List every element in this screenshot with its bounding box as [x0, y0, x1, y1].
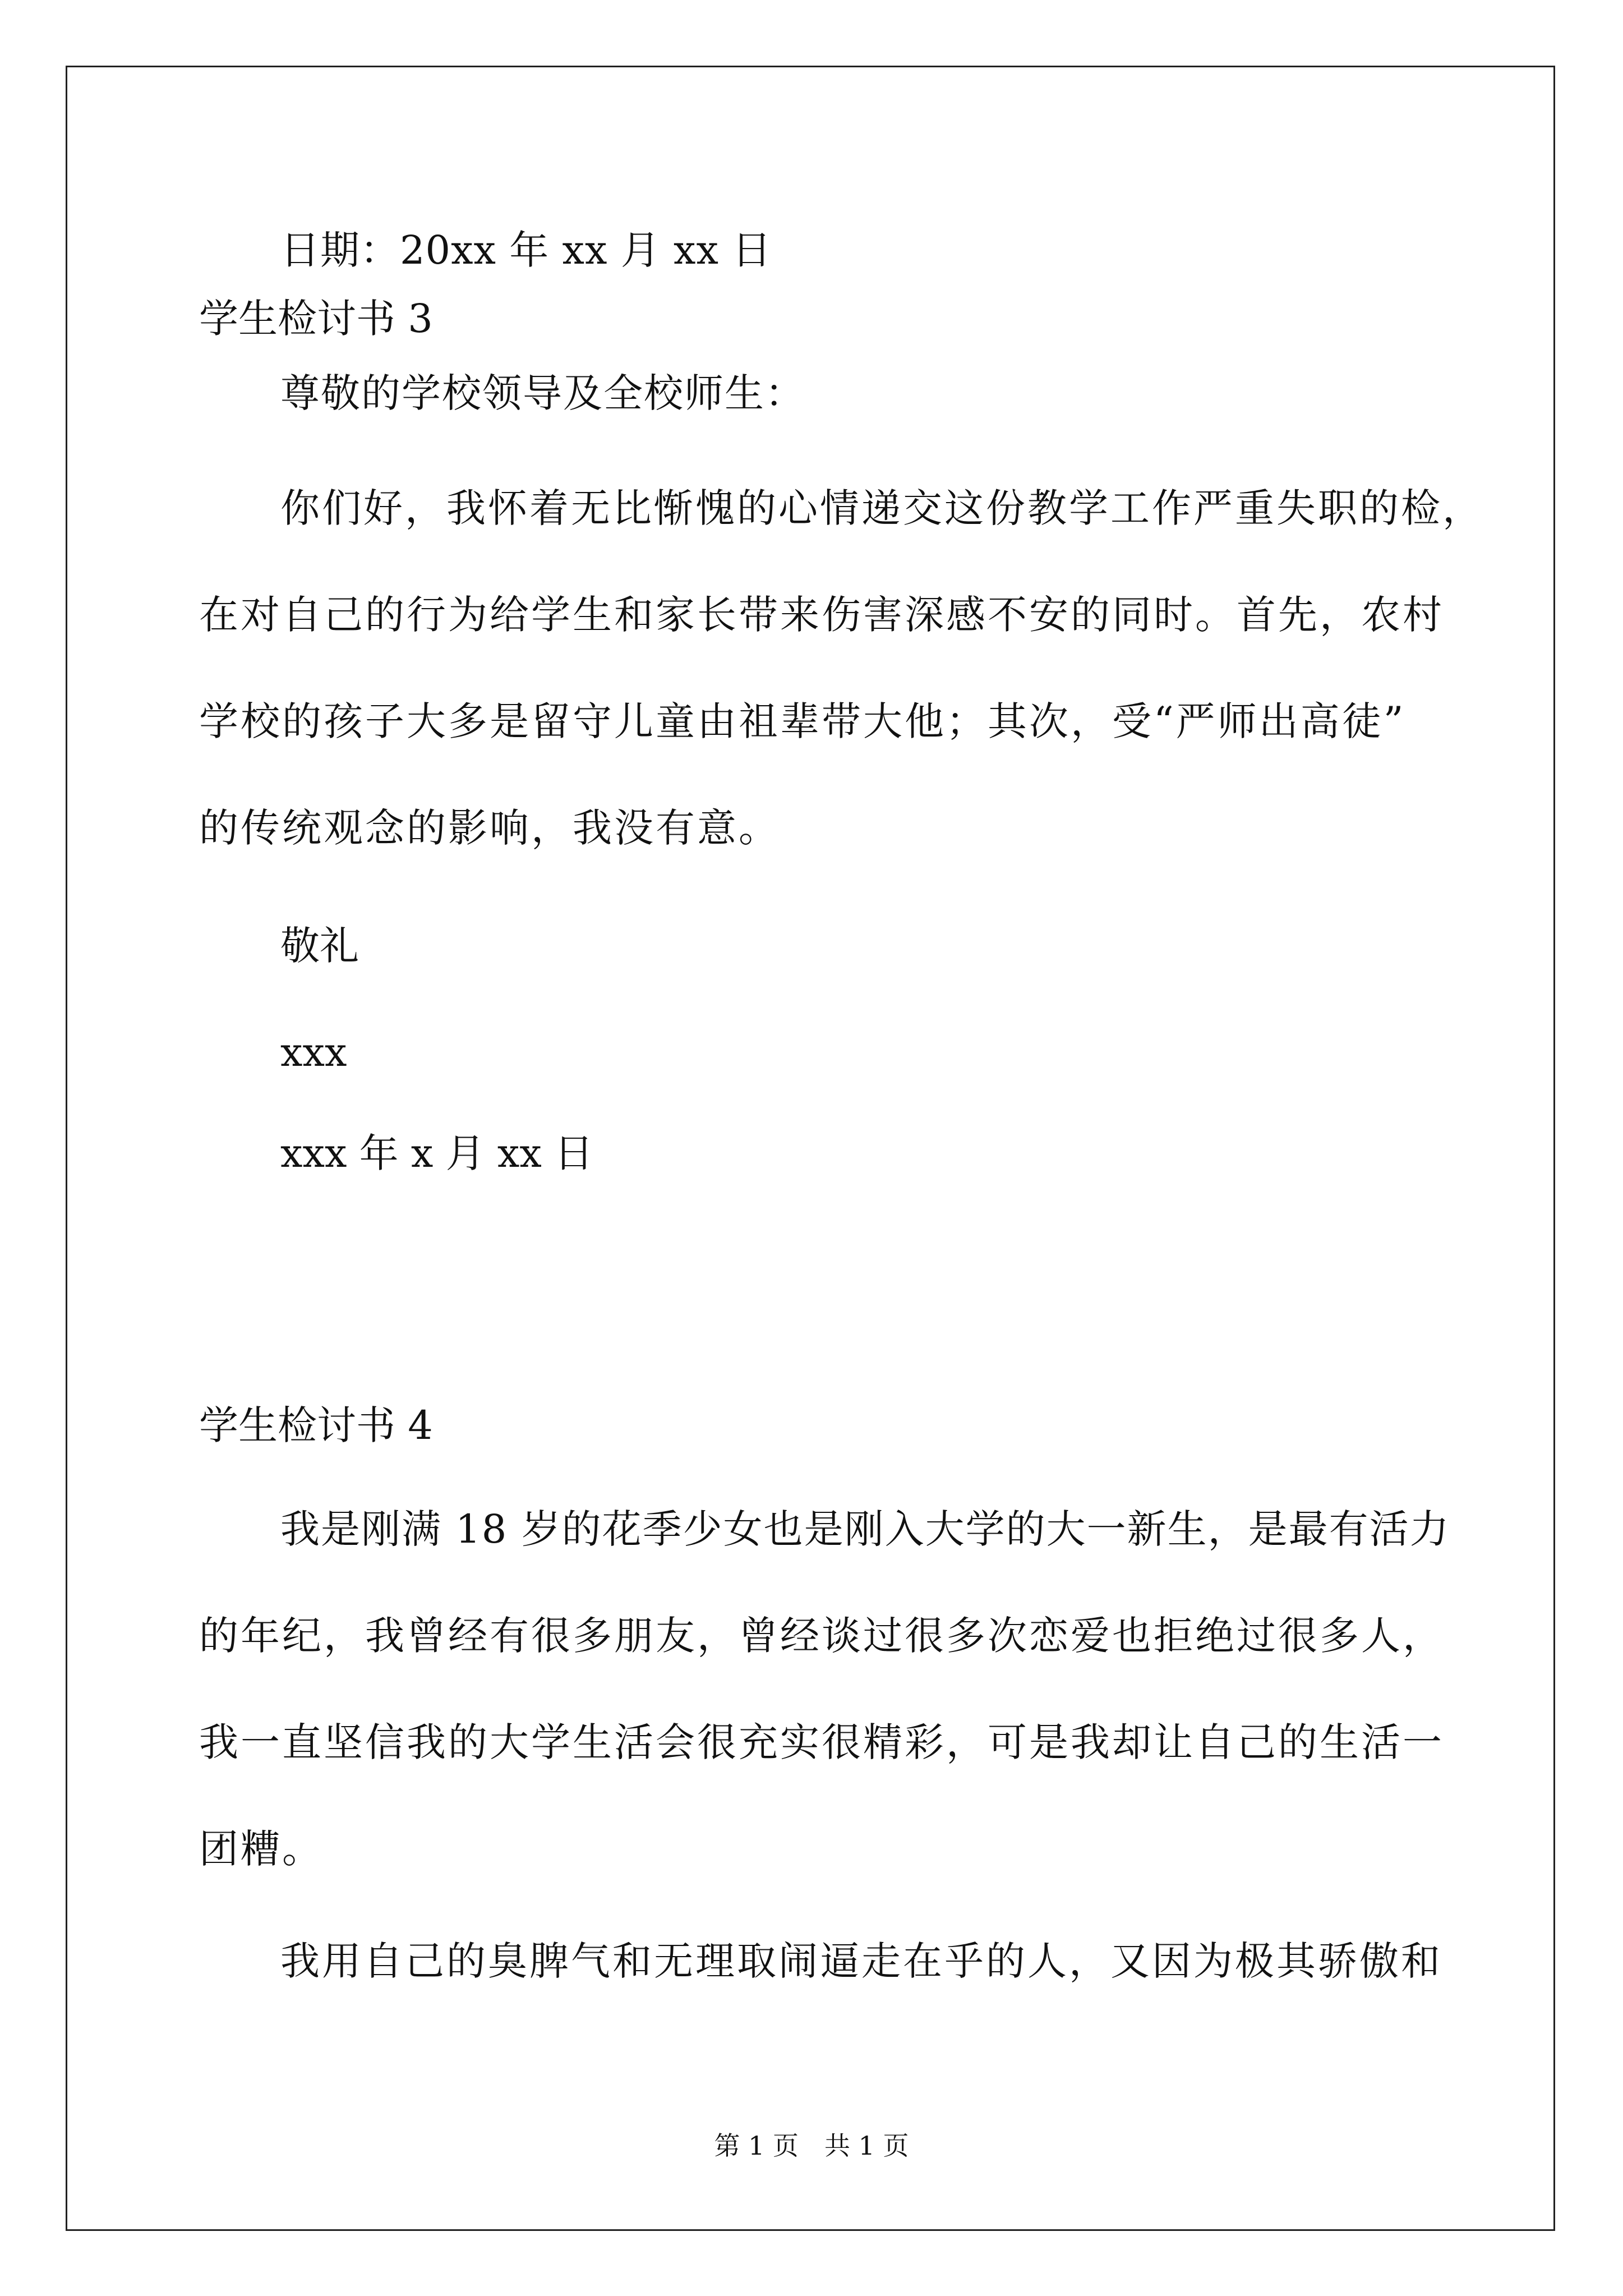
signature: xxx	[280, 1029, 347, 1075]
paragraph-line: 我是刚满 18 岁的花季少女也是刚入大学的大一新生，是最有活力	[280, 1506, 1450, 1552]
paragraph-line: 的年纪，我曾经有很多朋友，曾经谈过很多次恋爱也拒绝过很多人，	[199, 1613, 1444, 1659]
closing: 敬礼	[280, 923, 359, 969]
salutation: 尊敬的学校领导及全校师生：	[280, 370, 805, 416]
paragraph-line: 在对自己的行为给学生和家长带来伤害深感不安的同时。首先，农村	[199, 592, 1444, 638]
date-line-text: 日期：20xx 年 xx 月 xx 日	[280, 227, 772, 273]
paragraph-line: 学校的孩子大多是留守儿童由祖辈带大他；其次，受“严师出高徒”	[199, 698, 1406, 744]
section-3-title: 学生检讨书 3	[199, 296, 433, 342]
page-footer: 第 1 页 共 1 页	[714, 2131, 909, 2161]
section-4-title: 学生检讨书 4	[199, 1402, 433, 1448]
sign-date: xxx 年 x 月 xx 日	[280, 1130, 594, 1176]
paragraph-line: 团糟。	[199, 1826, 324, 1872]
paragraph-line: 我一直坚信我的大学生活会很充实很精彩，可是我却让自己的生活一	[199, 1719, 1444, 1765]
paragraph-line: 的传统观念的影响，我没有意。	[199, 805, 780, 851]
paragraph-line: 我用自己的臭脾气和无理取闹逼走在乎的人，又因为极其骄傲和	[280, 1938, 1442, 1984]
paragraph-line: 你们好，我怀着无比惭愧的心情递交这份教学工作严重失职的检，	[280, 485, 1484, 531]
